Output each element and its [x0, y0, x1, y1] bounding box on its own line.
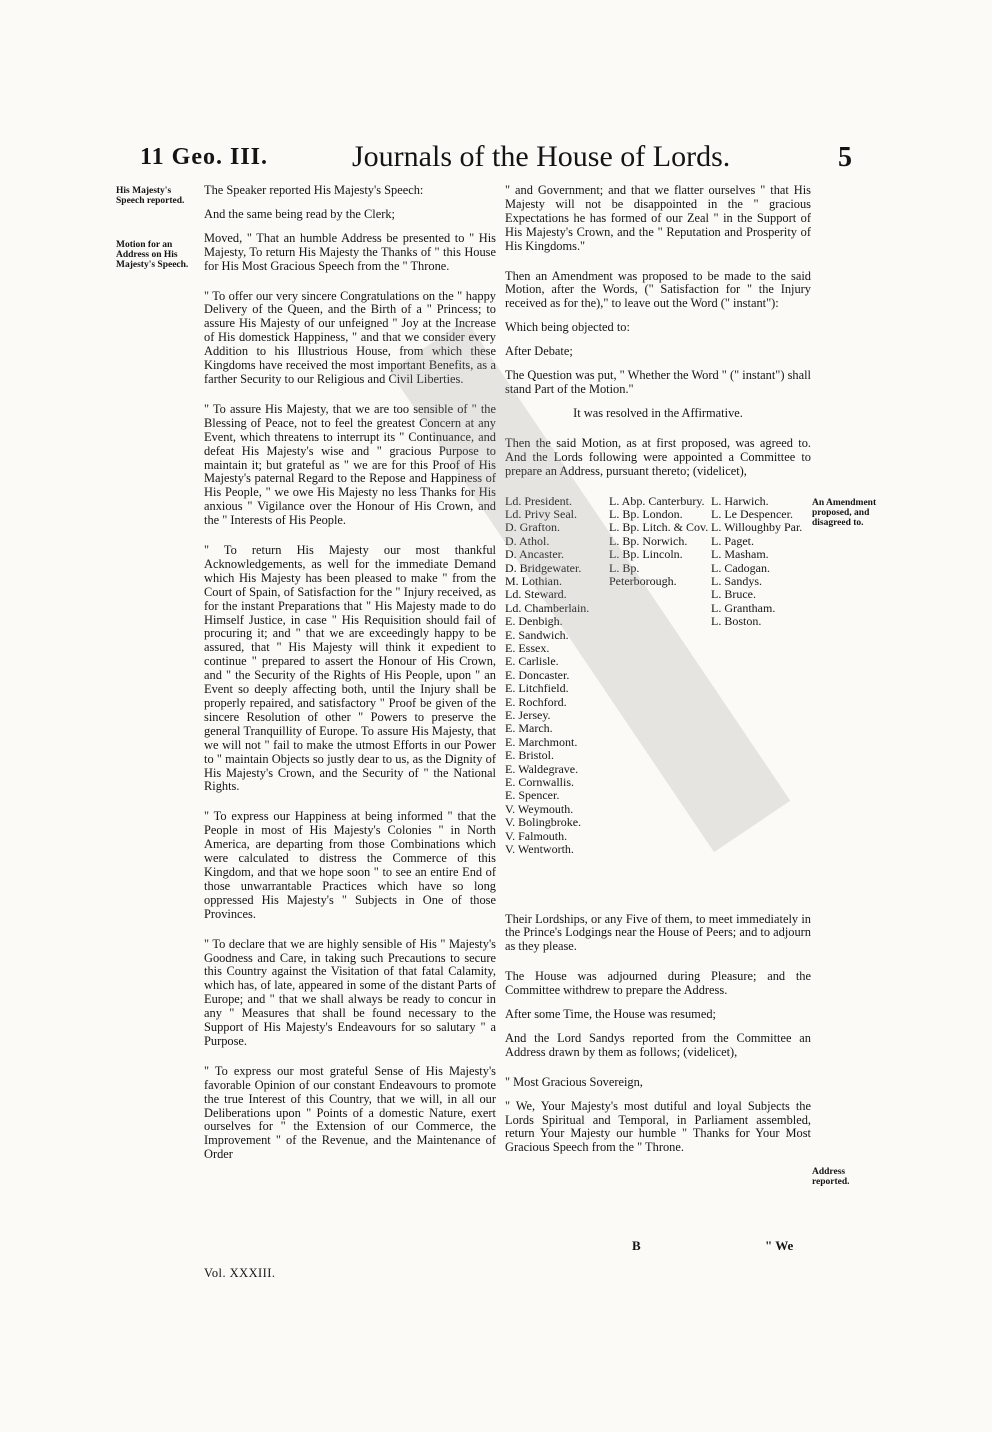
- volume-footer: Vol. XXXIII.: [204, 1266, 276, 1280]
- paragraph: " To express our Happiness at being informed " that the People in most of His Majesty's Colonies " in North America, are departing from those Combinations which were calculated to distress the Commerce of this Kingdom, and that we hope soon " to see an entire End of those unwarrantable Practices which have so long oppressed His Majesty's " Subjects in One of those Provinces.: [204, 809, 496, 921]
- paragraph: " To offer our very sincere Congratulations on the " happy Delivery of the Queen, and the Birth of a " Princess; to assure His Majesty of our unfeigned " Joy at the Increase of His domestick Happiness, " and that we consider every Addition to his Illustrious House, from which these Kingdoms have received the most important Benefits, as a farther Security to our Religious and Civil Liberties.: [204, 288, 496, 386]
- resolution: It was resolved in the Affirmative.: [573, 405, 743, 420]
- page-title: Journals of the House of Lords.: [352, 140, 731, 173]
- right-column: [505, 184, 811, 1165]
- page-header: [140, 140, 852, 180]
- paragraph: " and Government; and that we flatter ourselves " that His Majesty will not be disappointed in the " gracious Expectations he has formed of our Zeal " in the Support of His Majesty's Crown, and the " Reputation and Prosperity of His Kingdoms.": [505, 183, 811, 253]
- committee-column-3: L. Harwich. L. Le Despencer. L. Willoughby Par. L. Paget. L. Masham. L. Cadogan. L. Sandys. L. Bruce. L. Grantham. L. Boston.: [711, 493, 803, 629]
- committee-column-1: Ld. President. Ld. Privy Seal. D. Grafton. D. Athol. D. Ancaster. D. Bridgewater. M. Lothian. Ld. Steward. Ld. Chamberlain. E. Denbigh. E. Sandwich. E. Essex. E. Carlisle. E. Doncaster. E. Litchfield. E. Rochford. E. Jersey. E. March. E. Marchmont. E. Bristol. E. Waldegrave. E. Cornwallis. E. Spencer. V. Weymouth. V. Bolingbroke. V. Falmouth. V. Wentworth.: [505, 493, 590, 857]
- paragraph: The Speaker reported His Majesty's Speech:: [204, 183, 424, 197]
- margin-note-address-reported: Address reported.: [812, 1167, 850, 1187]
- paragraph: After Debate;: [505, 344, 573, 359]
- committee-list: [505, 495, 811, 895]
- page-number: 5: [838, 142, 852, 173]
- paragraph: Moved, " That an humble Address be presented to " His Majesty, To return His Majesty the Thanks of " this House for His Most Gracious Speech from the " Throne.: [204, 230, 496, 273]
- margin-note-amendment: An Amendment proposed, and disagreed to.: [812, 498, 877, 528]
- paragraph: Their Lordships, or any Five of them, to meet immediately in the Prince's Lodgings near the House of Peers; and to adjourn as they please.: [505, 911, 811, 954]
- margin-note-motion: Motion for an Address on His Majesty's Speech.: [116, 240, 189, 270]
- paragraph: Then an Amendment was proposed to be made to the said Motion, after the Words, (" Satisfaction for " the Injury received as for the)," to leave out the Word (" instant"):: [505, 268, 811, 311]
- paragraph: Then the said Motion, as at first proposed, was agreed to. And the Lords following were appointed a Committee to prepare an Address, pursuant thereto; (videlicet),: [505, 435, 811, 478]
- catchword: " We: [765, 1238, 794, 1253]
- margin-note-speech-reported: His Majesty's Speech reported.: [116, 186, 185, 206]
- paragraph: " We, Your Majesty's most dutiful and loyal Subjects the Lords Spiritual and Temporal, in Parliament assembled, return Your Majesty our humble " Thanks for Your Most Gracious Speech from the " Throne.: [505, 1098, 811, 1155]
- paragraph: " To declare that we are highly sensible of His " Majesty's Goodness and Care, in taking such Precautions to secure this Country against the Visitation of that fatal Calamity, which has, of late, appeared in some of the distant Parts of Europe; and " that we shall always be ready to concur in any " Measures that shall be found necessary to the Support of His Majesty's Endeavours for so salutary " a Purpose.: [204, 936, 496, 1048]
- regnal-year: 11 Geo. III.: [140, 144, 269, 170]
- paragraph: The Question was put, " Whether the Word " (" instant") shall stand Part of the Motion.": [505, 368, 811, 396]
- left-column: [204, 184, 496, 1178]
- paragraph: " To return His Majesty our most thankful Acknowledgements, as well for the immediate Demand which His Majesty has been pleased to make " from the Court of Spain, of Satisfaction for the " Injury received, as for the instant Preparations that " His Majesty made to do Himself Justice, in case " His Requisition should fail of procuring it; and " that we are exceedingly happy to be assured, that " His Majesty will think it expedient to continue " prepared to assert the Honour of His Crown, and " the Security of the Rights of His People, upon " an Event so deeply affecting both, until the Injury shall be properly repaired, and satisfactory " Proof be given of the sincere Resolution of other " Powers to preserve the general Tranquillity of Europe. To assure His Majesty, that we will not " fail to make the utmost Efforts in our Power to " maintain Objects so justly dear to us, as the Dignity of His Majesty's Crown, and the Security of " the National Rights.: [204, 543, 496, 794]
- paragraph: " To express our most grateful Sense of His Majesty's favorable Opinion of our constant Endeavours to promote the true Interest of this Country, that we will, in all our Deliberations upon " Points of a domestic Nature, exert ourselves for " the Extension of our Commerce, the Improvement " of the Revenue, and the Maintenance of Order: [204, 1063, 496, 1162]
- committee-column-2: L. Abp. Canterbury. L. Bp. London. L. Bp. Litch. & Cov. L. Bp. Norwich. L. Bp. Lincoln. L. Bp. Peterborough.: [609, 493, 709, 588]
- paragraph: " To assure His Majesty, that we are too sensible of " the Blessing of Peace, not to feel the greatest Concern at any Event, which threatens to interrupt its " Continuance, and defeat His Majesty's wise and " gracious Purpose to maintain it; but grateful as " we are for this Proof of His Majesty's paternal Regard to the Repose and Happiness of His People, " we owe His Majesty no less Thanks for His anxious " Vigilance over the Honour of His Crown, and the " Interests of His People.: [204, 401, 496, 528]
- paragraph: The House was adjourned during Pleasure; and the Committee withdrew to prepare the Address.: [505, 969, 811, 998]
- paragraph: And the same being read by the Clerk;: [204, 206, 395, 221]
- paragraph: After some Time, the House was resumed;: [505, 1007, 716, 1022]
- signature-mark: B: [632, 1238, 641, 1253]
- paragraph: Which being objected to:: [505, 320, 630, 335]
- paragraph: And the Lord Sandys reported from the Committee an Address drawn by them as follows; (videlicet),: [505, 1030, 811, 1059]
- salutation: " Most Gracious Sovereign,: [505, 1074, 643, 1089]
